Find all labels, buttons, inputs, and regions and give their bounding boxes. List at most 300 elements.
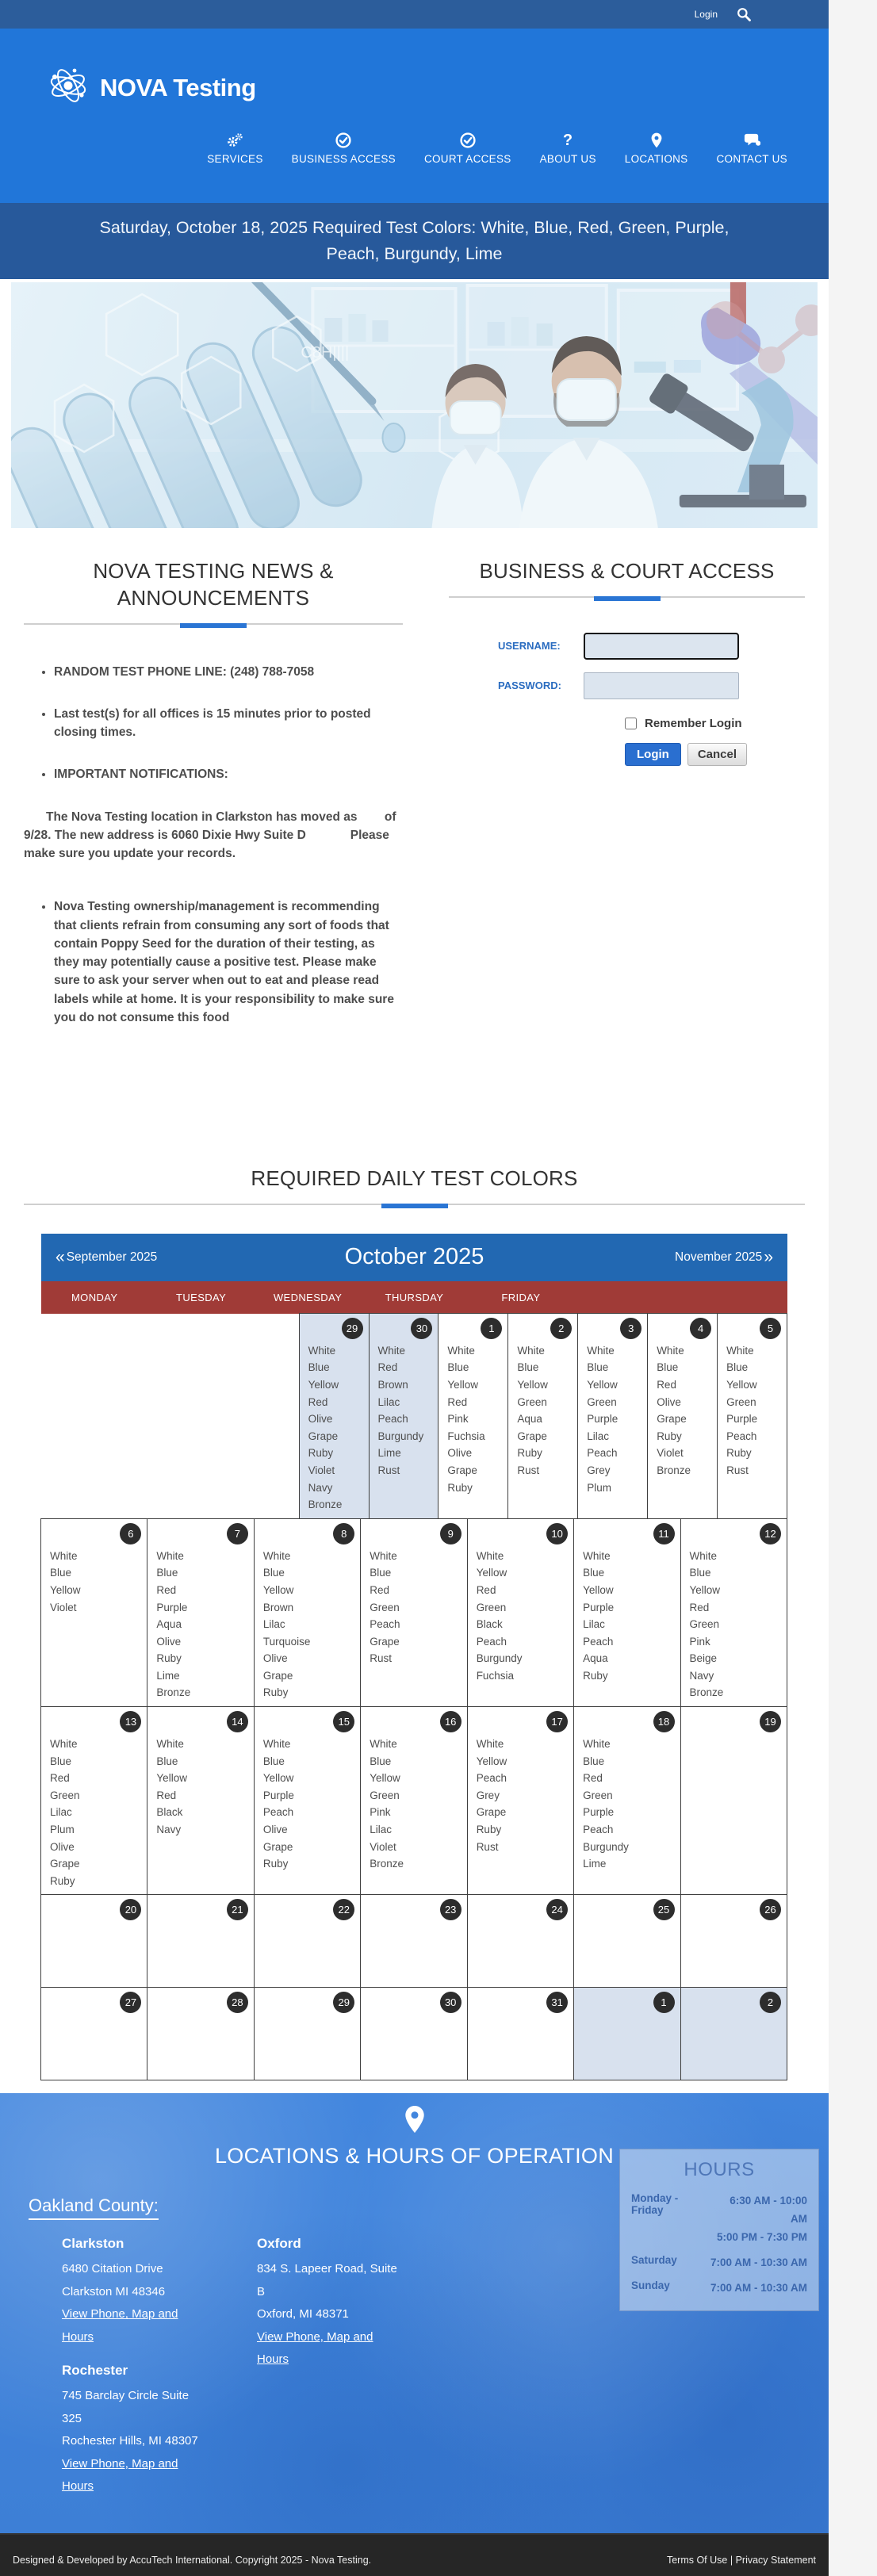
- test-color: Blue: [50, 1567, 72, 1579]
- test-color: Olive: [156, 1635, 182, 1648]
- calendar-prev-month[interactable]: « September 2025: [56, 1247, 158, 1266]
- test-color: Ruby: [50, 1874, 75, 1887]
- test-color: Brown: [377, 1378, 408, 1391]
- test-color: Rust: [517, 1464, 540, 1476]
- calendar-next-month[interactable]: November 2025 »: [675, 1247, 773, 1266]
- test-color: Violet: [308, 1464, 335, 1476]
- location-address-line: 834 S. Lapeer Road, Suite B: [257, 2262, 397, 2298]
- test-color: Rust: [370, 1652, 393, 1665]
- news-section: [24, 558, 403, 1131]
- test-color: Yellow: [262, 1583, 294, 1596]
- test-color: Grape: [262, 1669, 293, 1682]
- nav-item-label: BUSINESS ACCESS: [291, 153, 396, 165]
- hours-times: [710, 2279, 807, 2298]
- day-test-colors: [438, 1314, 507, 1496]
- calendar-day-cell-13: [40, 1706, 147, 1895]
- calendar-day-cell-30: [360, 1987, 467, 2080]
- test-color: Blue: [262, 1755, 285, 1767]
- hours-times: [710, 2254, 807, 2272]
- location-name: Oxford: [257, 2236, 301, 2252]
- calendar-day-cell-4: [647, 1313, 718, 1519]
- calendar-month-label: October 2025: [344, 1244, 484, 1270]
- test-color: Aqua: [156, 1618, 182, 1631]
- copyright-text: Designed & Developed by AccuTech International. Copyright 2025 - Nova Testing.: [13, 2554, 372, 2566]
- brand[interactable]: [46, 63, 787, 112]
- location-column: [257, 2236, 406, 2513]
- test-color: Purple: [156, 1601, 188, 1613]
- test-color: Bronze: [308, 1499, 343, 1511]
- day-number-badge: 2: [550, 1318, 572, 1339]
- news-notice: The Nova Testing location in Clarkston has moved as of 9/28. The new address is 6060 Dixie Hwy Suite D Please make sure you update your records.: [24, 810, 396, 861]
- test-color: Peach: [370, 1618, 400, 1631]
- test-color: Black: [476, 1618, 503, 1631]
- test-color: Blue: [370, 1755, 392, 1767]
- cancel-button[interactable]: Cancel: [687, 743, 747, 766]
- test-color: White: [657, 1344, 684, 1357]
- weekday-tuesday: TUESDAY: [176, 1291, 227, 1303]
- login-link[interactable]: Login: [694, 9, 718, 20]
- test-color: Yellow: [587, 1378, 618, 1391]
- day-test-colors: [508, 1314, 577, 1479]
- calendar-day-cell-31: [467, 1987, 574, 2080]
- county-heading: Oakland County:: [29, 2195, 159, 2220]
- test-color: White: [377, 1344, 406, 1357]
- day-number-badge: 26: [760, 1899, 781, 1920]
- test-color: Ruby: [657, 1430, 682, 1442]
- test-color: Ruby: [156, 1652, 182, 1665]
- main-content: [0, 528, 829, 1139]
- location-name: Rochester: [62, 2363, 128, 2379]
- test-color: Burgundy: [377, 1430, 424, 1442]
- day-test-colors: [41, 1707, 147, 1889]
- hours-row: [631, 2192, 807, 2247]
- day-number-badge: 12: [760, 1523, 781, 1544]
- test-color: Yellow: [476, 1755, 507, 1767]
- day-number-badge: 1: [481, 1318, 502, 1339]
- username-row: [498, 633, 805, 660]
- day-number-badge: 15: [333, 1711, 354, 1732]
- calendar-day-cell-10: [467, 1518, 574, 1707]
- test-color: Bronze: [657, 1464, 691, 1476]
- test-color: Bronze: [156, 1686, 191, 1699]
- test-color: Red: [476, 1583, 496, 1596]
- test-color: Blue: [726, 1361, 749, 1374]
- test-color: Rust: [726, 1464, 749, 1476]
- password-label: PASSWORD:: [498, 679, 561, 692]
- nav-item-contact-us[interactable]: [716, 132, 787, 165]
- location-clarkston: [62, 2236, 211, 2348]
- test-color: White: [583, 1738, 611, 1751]
- test-color: Blue: [583, 1755, 605, 1767]
- nav-item-label: LOCATIONS: [624, 153, 688, 165]
- test-color: Olive: [50, 1840, 75, 1853]
- test-color: Peach: [726, 1430, 757, 1442]
- hours-rows: [631, 2192, 807, 2298]
- test-color: Lilac: [377, 1395, 400, 1408]
- day-number-badge: 7: [227, 1523, 248, 1544]
- day-number-badge: 10: [546, 1523, 568, 1544]
- test-color: Peach: [377, 1413, 408, 1426]
- day-number-badge: 23: [440, 1899, 461, 1920]
- test-color: Green: [476, 1601, 507, 1613]
- day-test-colors: [648, 1314, 717, 1479]
- remember-login-row: [625, 717, 805, 730]
- gears-icon: [226, 132, 243, 148]
- test-color: Aqua: [583, 1652, 608, 1665]
- test-color: Blue: [583, 1567, 605, 1579]
- test-color: Olive: [262, 1824, 288, 1836]
- calendar-day-cell-12: [680, 1518, 787, 1707]
- calendar-week-row: [41, 1314, 787, 1519]
- locations-footer: [0, 2093, 829, 2533]
- test-color: Green: [726, 1395, 756, 1408]
- test-color: White: [156, 1738, 184, 1751]
- test-color: Green: [689, 1618, 720, 1631]
- view-phone-map-hours-link[interactable]: View Phone, Map and Hours: [257, 2329, 373, 2367]
- test-color: Fuchsia: [447, 1430, 485, 1442]
- links-separator: |: [727, 2554, 736, 2566]
- news-list-2: [41, 898, 403, 1027]
- login-button[interactable]: Login: [625, 743, 681, 766]
- test-color: Ruby: [308, 1447, 334, 1460]
- day-number-badge: 29: [333, 1992, 354, 2013]
- test-color: Yellow: [308, 1378, 339, 1391]
- calendar-day-cell-17: [467, 1706, 574, 1895]
- test-color: Purple: [583, 1601, 615, 1613]
- test-color: Grape: [50, 1858, 80, 1870]
- day-number-badge: 29: [342, 1318, 363, 1339]
- weekday-empty: [681, 1281, 787, 1314]
- hours-time: 7:00 AM - 10:30 AM: [710, 2256, 807, 2269]
- chevron-right-icon: »: [764, 1247, 773, 1266]
- view-phone-map-hours-link[interactable]: View Phone, Map and Hours: [62, 2307, 178, 2344]
- test-color: Ruby: [726, 1447, 752, 1460]
- search-icon[interactable]: [735, 6, 753, 23]
- test-color: Yellow: [476, 1567, 507, 1579]
- day-number-badge: 14: [227, 1711, 248, 1732]
- svg-text:C8H||||: C8H||||: [301, 344, 350, 362]
- calendar-week-row: [41, 1988, 787, 2080]
- test-color: Grey: [476, 1789, 500, 1801]
- view-phone-map-hours-link[interactable]: View Phone, Map and Hours: [62, 2456, 178, 2494]
- test-color: Ruby: [517, 1447, 542, 1460]
- test-color: Green: [517, 1395, 547, 1408]
- calendar-day-cell-21: [147, 1894, 254, 1988]
- day-test-colors: [578, 1314, 647, 1496]
- username-input[interactable]: [584, 633, 739, 660]
- test-color: Blue: [689, 1567, 711, 1579]
- test-color: Yellow: [689, 1583, 721, 1596]
- calendar-day-cell-14: [147, 1706, 254, 1895]
- test-color: Yellow: [370, 1772, 400, 1785]
- test-color: Violet: [657, 1447, 684, 1460]
- calendar: [41, 1234, 787, 2081]
- day-number-badge: 9: [440, 1523, 461, 1544]
- test-color: Lilac: [587, 1430, 610, 1442]
- test-color: Red: [370, 1583, 390, 1596]
- day-number-badge: 16: [440, 1711, 461, 1732]
- login-form: [449, 633, 805, 766]
- test-color: Blue: [156, 1567, 178, 1579]
- check-circle-icon: [335, 132, 351, 148]
- test-color: White: [50, 1549, 78, 1562]
- calendar-day-cell-11: [573, 1518, 680, 1707]
- test-color: Blue: [262, 1567, 285, 1579]
- test-color: White: [308, 1344, 336, 1357]
- nav-item-about-us[interactable]: [540, 132, 596, 165]
- calendar-title-underline: [24, 1204, 805, 1208]
- test-color: Peach: [476, 1635, 507, 1648]
- test-color: Olive: [308, 1413, 333, 1426]
- remember-login-label: Remember Login: [645, 716, 742, 730]
- calendar-week-row: [41, 1519, 787, 1707]
- check-circle-icon: [460, 132, 476, 148]
- hours-time: 5:00 PM - 7:30 PM: [716, 2231, 807, 2244]
- weekday-monday: MONDAY: [71, 1291, 118, 1303]
- nav-item-label: COURT ACCESS: [423, 153, 511, 165]
- test-color: Violet: [370, 1840, 396, 1853]
- test-color: Lilac: [370, 1824, 393, 1836]
- test-color: Blue: [657, 1361, 679, 1374]
- test-color: Bronze: [689, 1686, 724, 1699]
- test-color: Turquoise: [262, 1635, 311, 1648]
- day-number-badge: 28: [227, 1992, 248, 2013]
- test-color: Grape: [370, 1635, 400, 1648]
- password-row: [498, 672, 805, 699]
- calendar-day-cell-2: [680, 1987, 787, 2080]
- day-test-colors: [681, 1519, 787, 1701]
- day-number-badge: 2: [760, 1992, 781, 2013]
- news-title: NOVA TESTING NEWS & ANNOUNCEMENTS: [93, 559, 334, 610]
- test-color: White: [262, 1738, 291, 1751]
- test-color: White: [370, 1549, 397, 1562]
- test-color: Red: [156, 1583, 177, 1596]
- test-color: Olive: [447, 1447, 473, 1460]
- calendar-day-cell-27: [40, 1987, 147, 2080]
- calendar-day-cell-24: [467, 1894, 574, 1988]
- terms-of-use-link[interactable]: Terms Of Use: [666, 2554, 728, 2566]
- calendar-title: REQUIRED DAILY TEST COLORS: [251, 1166, 578, 1190]
- test-color: Aqua: [517, 1413, 542, 1426]
- test-color: Grape: [308, 1430, 339, 1442]
- day-number-badge: 25: [653, 1899, 675, 1920]
- test-color: White: [476, 1549, 504, 1562]
- hours-row: [631, 2254, 807, 2272]
- test-color: Rust: [476, 1840, 499, 1853]
- hours-title: HOURS: [684, 2159, 755, 2181]
- calendar-day-cell-28: [147, 1987, 254, 2080]
- calendar-day-cell-20: [40, 1894, 147, 1988]
- test-color: Bronze: [370, 1858, 404, 1870]
- footer-title: LOCATIONS & HOURS OF OPERATION: [214, 2144, 615, 2168]
- test-color: Yellow: [583, 1583, 614, 1596]
- location-column: [62, 2236, 211, 2513]
- test-color: White: [726, 1344, 754, 1357]
- test-color: Green: [587, 1395, 617, 1408]
- test-color: Yellow: [50, 1583, 81, 1596]
- nav-item-locations[interactable]: [625, 132, 688, 165]
- test-color: Grey: [587, 1464, 611, 1476]
- test-color: Yellow: [262, 1772, 294, 1785]
- test-color: Green: [583, 1789, 613, 1801]
- calendar-weekday-header: [41, 1281, 787, 1314]
- test-color: Peach: [476, 1772, 507, 1785]
- test-color: Grape: [517, 1430, 547, 1442]
- test-color: Peach: [587, 1447, 618, 1460]
- day-number-badge: 19: [760, 1711, 781, 1732]
- nav-item-label: ABOUT US: [539, 153, 596, 165]
- calendar-day-cell-29: [254, 1987, 361, 2080]
- calendar-day-cell-26: [680, 1894, 787, 1988]
- test-color: Purple: [262, 1789, 294, 1801]
- login-buttons-row: [625, 743, 805, 766]
- hours-row: [631, 2279, 807, 2298]
- hours-times: [712, 2192, 807, 2247]
- test-color: Purple: [587, 1413, 618, 1426]
- day-number-badge: 27: [120, 1992, 141, 2013]
- chevron-left-icon: «: [56, 1247, 65, 1266]
- day-number-badge: 24: [546, 1899, 568, 1920]
- test-color: Ruby: [447, 1481, 473, 1494]
- calendar-day-cell-16: [360, 1706, 467, 1895]
- test-color: Plum: [50, 1824, 75, 1836]
- test-color: Yellow: [156, 1772, 187, 1785]
- calendar-day-cell-6: [40, 1518, 147, 1707]
- test-color: Pink: [447, 1413, 469, 1426]
- calendar-day-cell-8: [254, 1518, 361, 1707]
- test-color: Blue: [308, 1361, 330, 1374]
- test-color: Ruby: [476, 1824, 502, 1836]
- test-color: Ruby: [583, 1669, 608, 1682]
- nav-item-label: SERVICES: [207, 153, 263, 165]
- test-color: Brown: [262, 1601, 294, 1613]
- login-title: BUSINESS & COURT ACCESS: [479, 559, 775, 583]
- password-input[interactable]: [584, 672, 739, 699]
- login-section: [449, 558, 805, 1131]
- test-color: Peach: [262, 1806, 294, 1819]
- legal-links: [667, 2555, 816, 2566]
- remember-login-checkbox[interactable]: [625, 718, 637, 729]
- test-color: Red: [689, 1601, 710, 1613]
- day-number-badge: 30: [440, 1992, 461, 2013]
- test-color: Lime: [156, 1669, 180, 1682]
- day-number-badge: 8: [333, 1523, 354, 1544]
- location-address-line: Oxford, MI 48371: [257, 2307, 349, 2321]
- location-address-line: Clarkston MI 48346: [62, 2284, 166, 2298]
- test-color: Red: [377, 1361, 398, 1374]
- test-color: Blue: [156, 1755, 178, 1767]
- calendar-day-cell-1: [438, 1313, 508, 1519]
- location-address-line: 745 Barclay Circle Suite 325: [62, 2389, 190, 2425]
- calendar-week-row: [41, 1895, 787, 1988]
- test-color: Peach: [583, 1635, 614, 1648]
- calendar-day-cell-15: [254, 1706, 361, 1895]
- map-pin-icon: [0, 2106, 829, 2133]
- test-color: Burgundy: [583, 1840, 629, 1853]
- hero-lab-photo: [11, 282, 818, 528]
- weekday-friday: FRIDAY: [501, 1291, 541, 1303]
- location-rochester: [62, 2363, 211, 2498]
- day-test-colors: [147, 1519, 253, 1701]
- calendar-day-cell-3: [577, 1313, 648, 1519]
- location-name: Clarkston: [62, 2236, 124, 2252]
- hours-day-label: Monday - Friday: [631, 2192, 679, 2217]
- calendar-day-cell-18: [573, 1706, 680, 1895]
- test-color: Olive: [262, 1652, 288, 1665]
- nav-item-business-access[interactable]: [292, 132, 396, 165]
- test-color: Red: [156, 1789, 177, 1801]
- test-color: White: [447, 1344, 475, 1357]
- location-address-line: Rochester Hills, MI 48307: [62, 2434, 198, 2448]
- svg-text:?: ?: [563, 132, 573, 148]
- news-bullet: • Last test(s) for all offices is 15 minutes prior to posted closing times.: [54, 705, 403, 742]
- test-color: Red: [447, 1395, 468, 1408]
- day-number-badge: 5: [760, 1318, 781, 1339]
- privacy-statement-link[interactable]: Privacy Statement: [735, 2554, 816, 2566]
- test-color: Fuchsia: [476, 1669, 514, 1682]
- test-color: Peach: [583, 1824, 614, 1836]
- day-test-colors: [255, 1519, 360, 1701]
- test-color: Grape: [447, 1464, 477, 1476]
- test-color: Ruby: [262, 1686, 289, 1699]
- test-color: Red: [308, 1395, 328, 1408]
- test-color: White: [50, 1738, 78, 1751]
- calendar-section: [0, 1166, 829, 2080]
- calendar-row-spacer: [41, 1314, 300, 1519]
- chat-icon: [743, 132, 760, 148]
- news-bullet-poppyseed: • Nova Testing ownership/management is recommending that clients refrain from consuming any sort of foods that contain Poppy Seed for the duration of their testing, as they may potentially cause a positive test. Please make sure to ask your server when out to eat and please read labels while at home. It is your responsibility to make sure you do not consume this food: [54, 898, 403, 1027]
- test-color: Grape: [657, 1413, 687, 1426]
- day-test-colors: [300, 1314, 369, 1514]
- test-color: Blue: [517, 1361, 539, 1374]
- test-color: Black: [156, 1806, 183, 1819]
- login-title-underline: [449, 596, 805, 601]
- day-number-badge: 11: [653, 1523, 675, 1544]
- test-color: Plum: [587, 1481, 612, 1494]
- test-color: Yellow: [726, 1378, 757, 1391]
- test-color: Lime: [377, 1447, 401, 1460]
- calendar-day-cell-30: [369, 1313, 439, 1519]
- question-icon: [562, 132, 573, 148]
- test-color: White: [262, 1549, 291, 1562]
- test-color: Blue: [50, 1755, 72, 1767]
- test-color: Lime: [583, 1858, 607, 1870]
- test-color: Pink: [370, 1806, 391, 1819]
- test-color: Grape: [262, 1840, 293, 1853]
- calendar-day-cell-29: [299, 1313, 370, 1519]
- hours-time: 6:30 AM - 10:00 AM: [730, 2195, 807, 2226]
- location-address-line: 6480 Citation Drive: [62, 2262, 163, 2276]
- calendar-day-cell-23: [360, 1894, 467, 1988]
- nav-item-court-access[interactable]: [424, 132, 511, 165]
- nav-item-services[interactable]: [207, 132, 262, 165]
- test-color: Navy: [689, 1669, 714, 1682]
- day-number-badge: 18: [653, 1711, 675, 1732]
- test-color: Green: [370, 1601, 400, 1613]
- test-color: White: [370, 1738, 397, 1751]
- test-color: Olive: [657, 1395, 681, 1408]
- test-color: Green: [370, 1789, 400, 1801]
- day-number-badge: 30: [411, 1318, 432, 1339]
- day-number-badge: 31: [546, 1992, 568, 2013]
- calendar-day-cell-25: [573, 1894, 680, 1988]
- test-color: Red: [657, 1378, 676, 1391]
- day-number-badge: 3: [620, 1318, 641, 1339]
- test-color: Blue: [447, 1361, 469, 1374]
- day-test-colors: [718, 1314, 787, 1479]
- test-color: Burgundy: [476, 1652, 523, 1665]
- hero-lab-illustration: [11, 282, 818, 528]
